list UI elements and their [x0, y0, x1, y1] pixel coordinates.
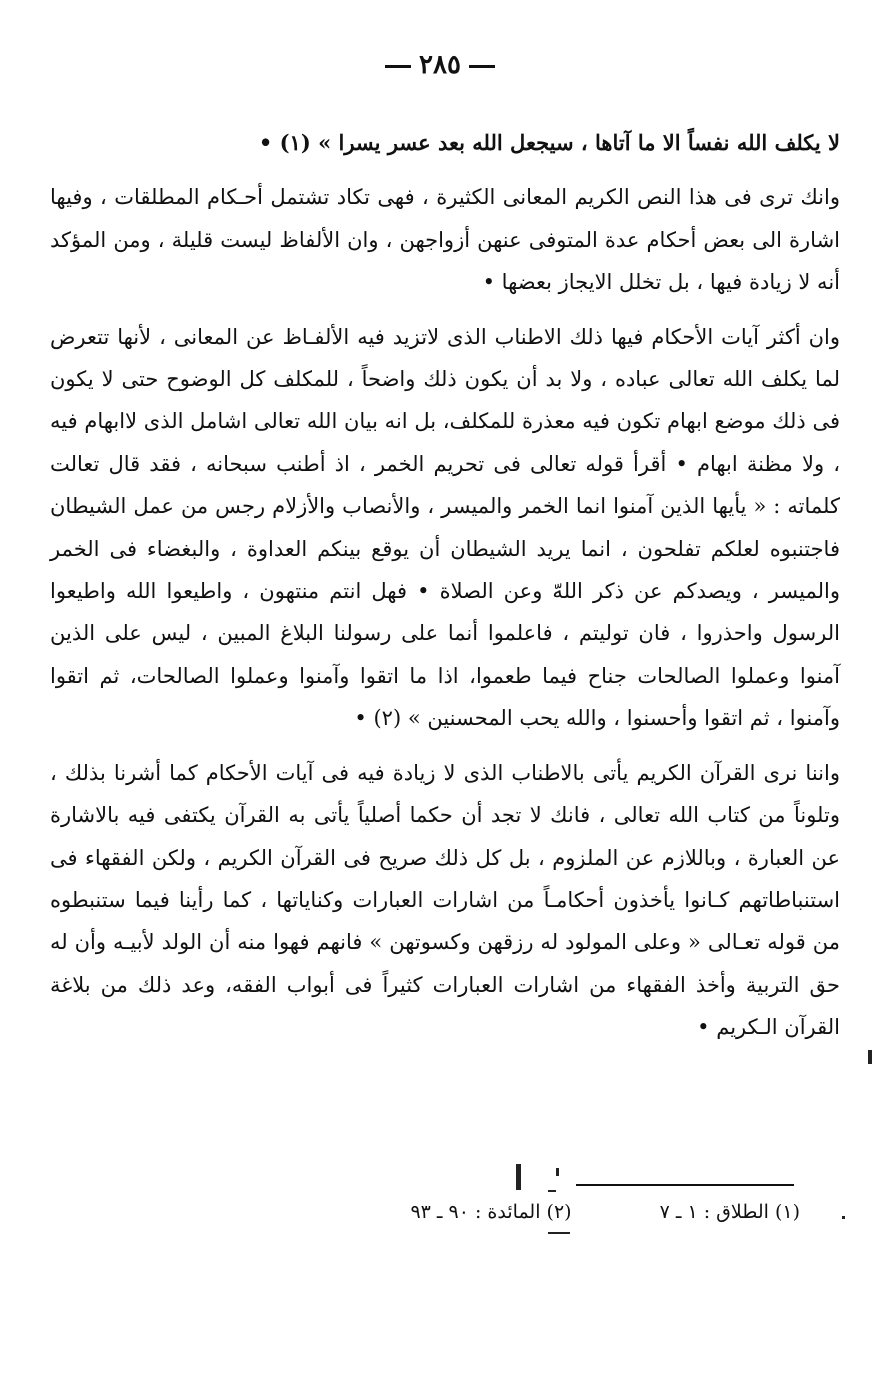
footnote-separator — [576, 1184, 794, 1186]
paragraph-3: وان أكثر آيات الأحكام فيها ذلك الاطناب الذى لاتزيد فيه الألفـاظ عن المعانى ، لأنها تتعرض لما يكلف الله تعالى عباده ، ولا بد أن يكون ذلك واضحاً ، للمكلف كل الوضوح حتى لا يكون فى ذلك موضع ابهام تكون فيه معذرة للمكلف، بل انه بيان الله تعالى اشامل الذى لاابهام فيه ، ولا مظنة ابهام • أقرأ قوله تعالى فى تحريم الخمر ، اذ أطنب سبحانه ، فقد قال تعالت كلماته : « يأيها الذين آمنوا انما الخمر والميسر ، والأنصاب والأزلام رجس من عمل الشيطان فاجتنبوه لعلكم تفلحون ، انما يريد الشيطان أن يوقع بينكم العداوة ، والبغضاء فى الخمر والميسر ، ويصدكم عن ذكر اللهّ وعن الصلاة • فهل انتم منتهون ، واطيعوا الله واطيعوا الرسول واحذروا ، فان توليتم ، فاعلموا أنما على رسولنا البلاغ المبين ، ليس على الذين آمنوا وعملوا الصالحات جناح فيما طعموا، اذا ما اتقوا وآمنوا وعملوا الصالحات، ثم اتقوا وآمنوا ، ثم اتقوا وأحسنوا ، والله يحب المحسنين » (٢) • — [50, 324, 840, 731]
ink-speck — [548, 1190, 556, 1192]
ink-speck — [842, 1216, 845, 1219]
footnote-2: (٢) المائدة : ٩٠ ـ ٩٣ — [410, 1201, 572, 1223]
header-dash-right — [469, 65, 495, 68]
footnotes — [280, 1196, 800, 1228]
paragraph-4: واننا نرى القرآن الكريم يأتى بالاطناب الذى لا زيادة فيه فى آيات الأحكام كما أشرنا بذلك ، وتلوناً من كتاب الله تعالى ، فانك لا تجد أن حكما أصلياً يأتى به القرآن يكتفى فيه بالاشارة عن العبارة ، وباللازم عن الملزوم ، بل كل ذلك صريح فى القرآن الكريم ، ولكن الفقهاء فى استنباطاتهم كـانوا يأخذون أحكامـاً من اشارات العبارات وكناياتها ، كما رأينا فيما ستنبطوه من قوله تعـالى « وعلى المولود له رزقهن وكسوتهن » فانهم فهوا منه أن الولد لأبيـه وأن له حق التربية وأخذ الفقهاء من اشارات العبارات كثيراً فى أبواب الفقه، وعد ذلك من بلاغة القرآن الـكريم • — [50, 760, 840, 1040]
ink-speck — [548, 1232, 570, 1234]
main-text — [50, 122, 840, 1049]
paragraph-2: وانك ترى فى هذا النص الكريم المعانى الكثيرة ، فهى تكاد تشتمل أحـكام المطلقات ، وفيها اشارة الى بعض أحكام عدة المتوفى عنهن أزواجهن ، وان الألفاظ ليست قليلة ، ومن المؤكد أنه لا زيادة فيها ، بل تخلل الايجاز بعضها • — [50, 185, 840, 295]
quranic-verse-continuation: لا يكلف الله نفساً الا ما آتاها ، سيجعل الله بعد عسر يسرا » (١) • — [258, 130, 840, 155]
ink-speck — [516, 1164, 521, 1190]
page-number-header — [0, 50, 880, 80]
footnote-1: (١) الطلاق : ١ ـ ٧ — [659, 1201, 800, 1223]
ink-speck — [556, 1168, 559, 1176]
page-number: ٢٨٥ — [419, 50, 461, 80]
ink-speck — [868, 1050, 872, 1064]
header-dash-left — [385, 65, 411, 68]
